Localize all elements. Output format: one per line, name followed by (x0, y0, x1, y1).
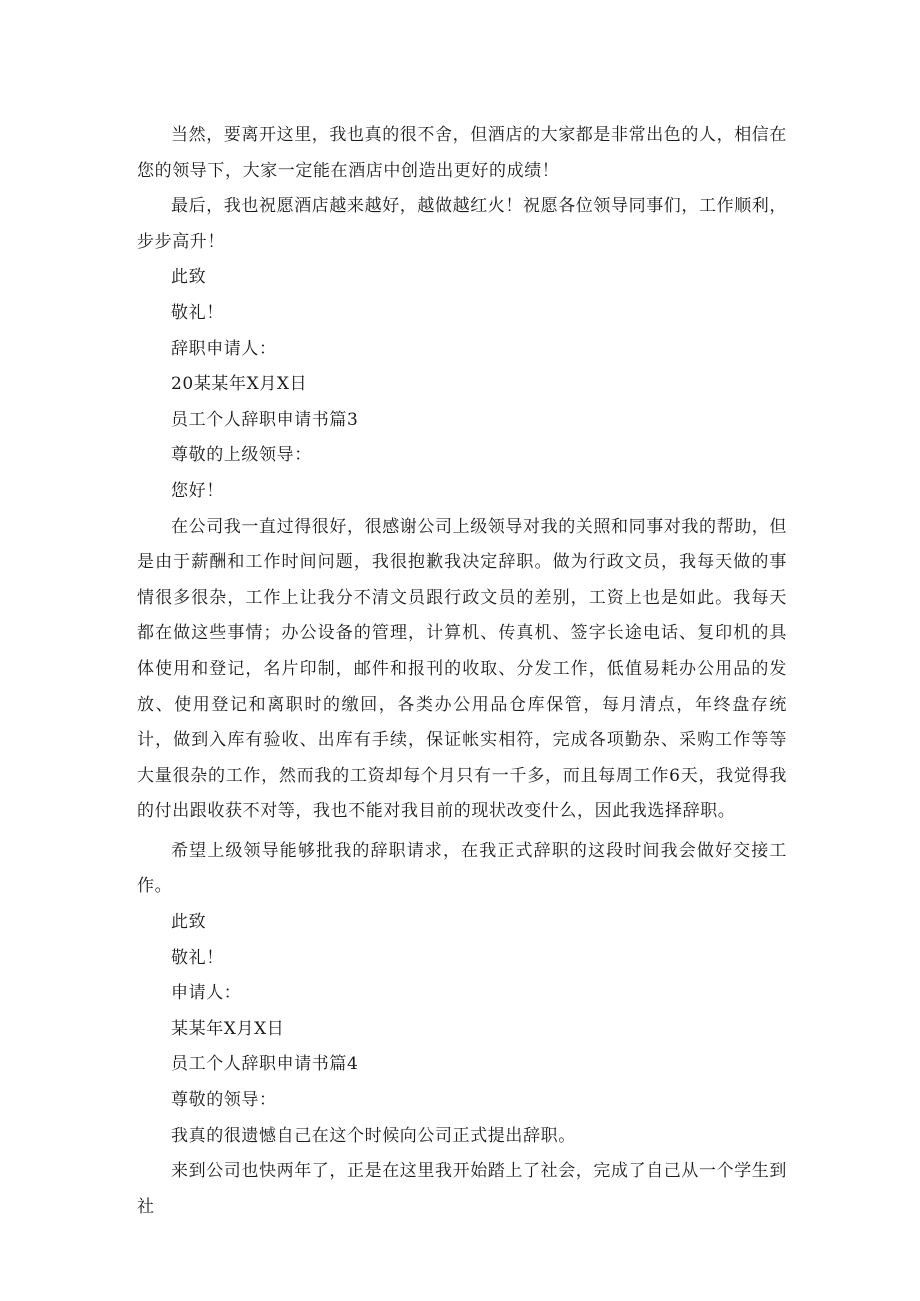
closing-jingli-3: 敬礼！ (171, 947, 224, 968)
section-heading-3: 员工个人辞职申请书篇3 (171, 409, 359, 430)
signature-applicant-3: 申请人： (171, 983, 242, 1004)
section-heading-4: 员工个人辞职申请书篇4 (171, 1054, 359, 1075)
greeting-3: 您好！ (171, 480, 224, 501)
salutation-4: 尊敬的领导： (171, 1090, 277, 1111)
signature-date-3: 某某年X月X日 (171, 1018, 285, 1039)
paragraph-reason: 在公司我一直过得很好，很感谢公司上级领导对我的关照和同事对我的帮助，但是由于薪酬和工作时间问题，我很抱歉我决定辞职。做为行政文员，我每天做的事情很多很杂，工作上让我分不清文员跟行政文员的差别，工资上也是如此。我每天都在做这些事情；办公设备的管理，计算机、传真机、签字长途电话、复印机的具体使用和登记，名片印制，邮件和报刊的收取、分发工作，低值易耗办公用品的发放、使用登记和离职时的缴回，各类办公用品仓库保管，每月清点，年终盘存统计，做到入库有验收、出库有手续，保证帐实相符，完成各项勤杂、采购工作等等大量很杂的工作，然而我的工资却每个月只有一千多，而且每周工作6天，我觉得我的付出跟收获不对等，我也不能对我目前的现状改变什么，因此我选择辞职。 (137, 516, 787, 822)
paragraph-regret: 我真的很遗憾自己在这个时候向公司正式提出辞职。 (171, 1125, 576, 1146)
paragraph-request: 希望上级领导能够批我的辞职请求，在我正式辞职的这段时间我会做好交接工作。 (137, 840, 787, 897)
closing-cizhi: 此致 (171, 267, 207, 288)
paragraph-farewell: 当然，要离开这里，我也真的很不舍，但酒店的大家都是非常出色的人，相信在您的领导下，大家一定能在酒店中创造出更好的成绩！ (137, 125, 787, 181)
signature-date: 20某某年X月X日 (171, 374, 308, 395)
document-body (137, 118, 787, 1225)
closing-jingli: 敬礼！ (171, 302, 224, 323)
paragraph-wishes: 最后，我也祝愿酒店越来越好，越做越红火！祝愿各位领导同事们，工作顺利，步步高升！ (137, 196, 787, 252)
paragraph-two-years: 来到公司也快两年了，正是在这里我开始踏上了社会，完成了自己从一个学生到社 (137, 1161, 787, 1217)
closing-cizhi-3: 此致 (171, 912, 207, 933)
salutation-3: 尊敬的上级领导： (171, 445, 312, 466)
signature-applicant: 辞职申请人： (171, 338, 277, 359)
